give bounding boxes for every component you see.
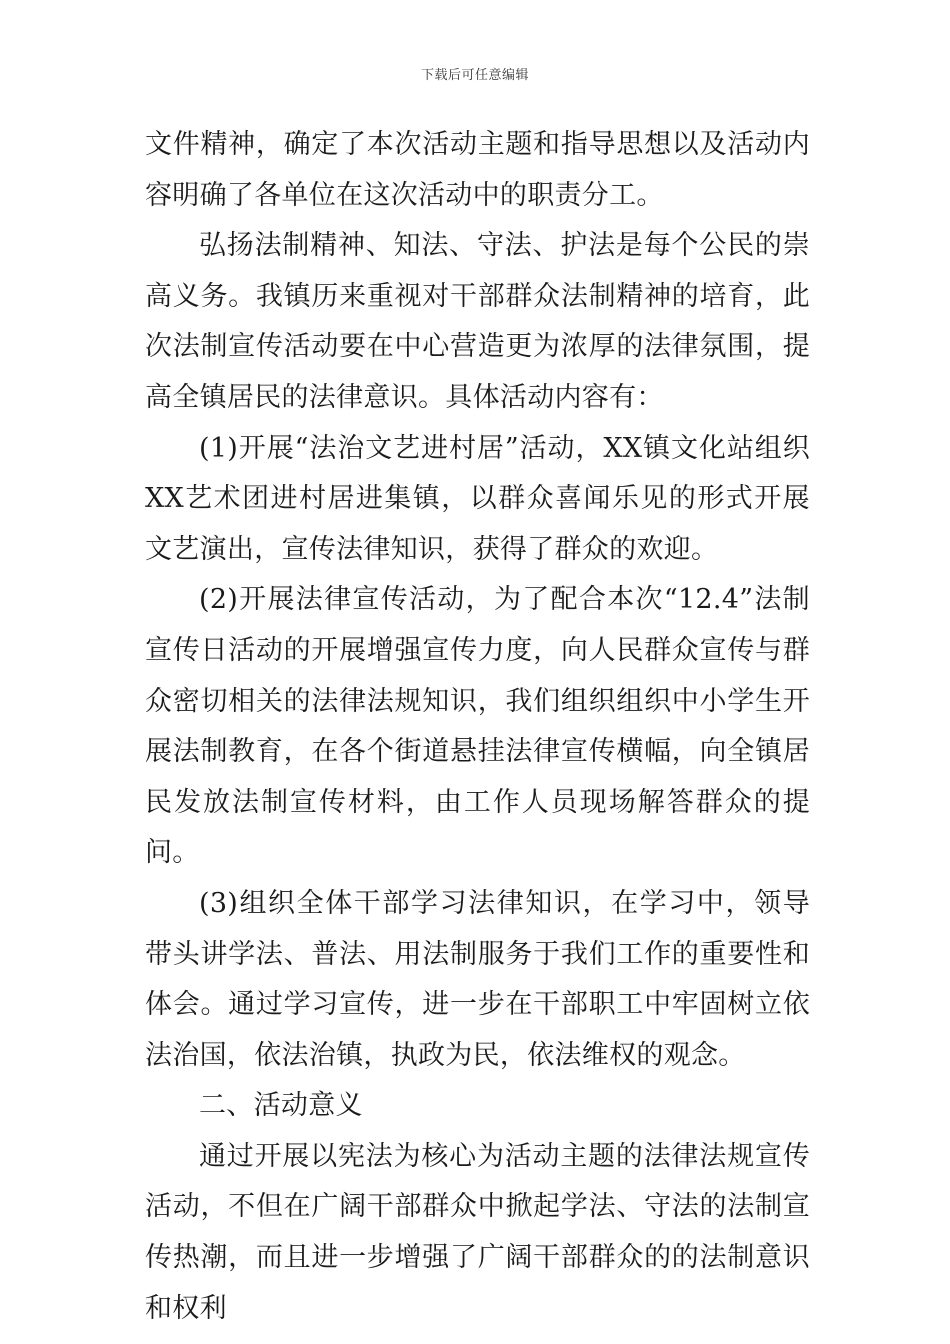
paragraph-7: 通过开展以宪法为核心为活动主题的法律法规宣传活动，不但在广阔干部群众中掀起学法、守法的法制宣传热潮，而且进一步增强了广阔干部群众的的法制意识和权利: [145, 1140, 810, 1324]
document-body: [145, 120, 810, 1334]
paragraph-2: 弘扬法制精神、知法、守法、护法是每个公民的崇高义务。我镇历来重视对干部群众法制精神的培育，此次法制宣传活动要在中心营造更为浓厚的法律氛围，提高全镇居民的法律意识。具体活动内容有：: [145, 230, 810, 413]
page-header: 下载后可任意编辑: [420, 68, 529, 83]
section-heading-activity-significance: 二、活动意义: [199, 1090, 363, 1122]
paragraph-3: (1)开展“法治文艺进村居”活动，XX镇文化站组织XX艺术团进村居进集镇，以群众喜闻乐见的形式开展文艺演出，宣传法律知识，获得了群众的欢迎。: [145, 432, 810, 565]
paragraph-5: (3)组织全体干部学习法律知识，在学习中，领导带头讲学法、普法、用法制服务于我们工作的重要性和体会。通过学习宣传，进一步在干部职工中牢固树立依法治国，依法治镇，执政为民，依法维权的观念。: [145, 887, 810, 1071]
paragraph-4: (2)开展法律宣传活动，为了配合本次“12.4”法制宣传日活动的开展增强宣传力度，向人民群众宣传与群众密切相关的法律法规知识，我们组织组织中小学生开展法制教育，在各个街道悬挂法律宣传横幅，向全镇居民发放法制宣传材料，由工作人员现场解答群众的提问。: [145, 584, 810, 869]
paragraph-1: 文件精神，确定了本次活动主题和指导思想以及活动内容明确了各单位在这次活动中的职责分工。: [145, 129, 810, 211]
